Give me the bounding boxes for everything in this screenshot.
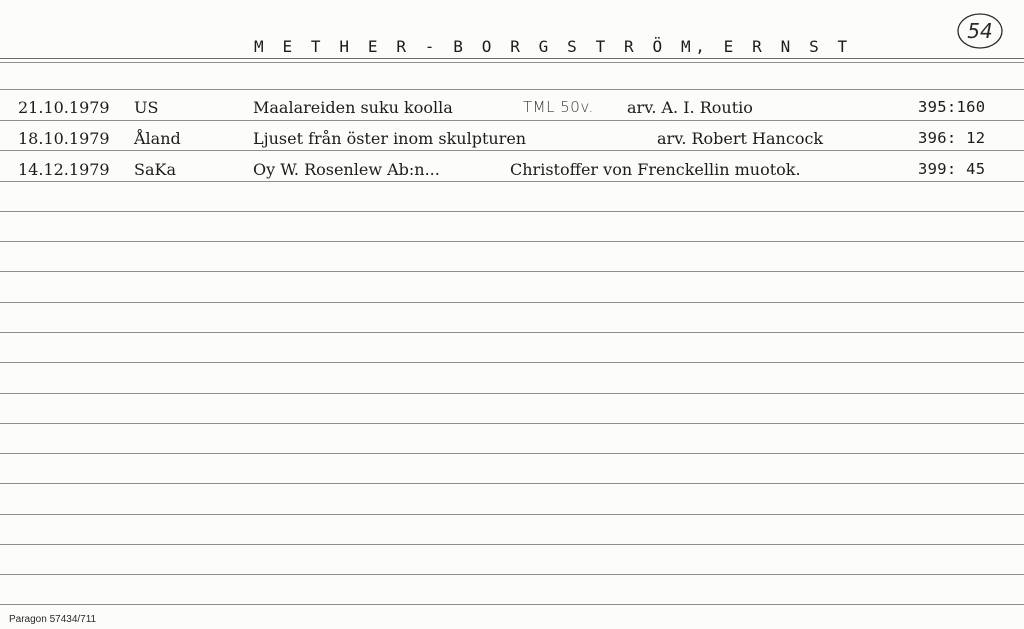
entry-title: Ljuset från öster inom skulpturen <box>253 129 527 148</box>
ruled-line <box>0 332 1024 333</box>
ruled-line <box>0 574 1024 575</box>
ruled-line <box>0 271 1024 272</box>
entry-place: SaKa <box>134 160 176 179</box>
ruled-line <box>0 393 1024 394</box>
entry-title: Oy W. Rosenlew Ab:n... <box>253 160 440 179</box>
ruled-line <box>0 514 1024 515</box>
printer-imprint: Paragon 57434/711 <box>9 614 97 625</box>
ruled-line <box>0 89 1024 90</box>
entry-row <box>0 98 1024 122</box>
entry-place: US <box>134 98 159 117</box>
entry-reference: 396: 12 <box>918 129 986 147</box>
header-rule <box>0 58 1024 59</box>
ruled-line <box>0 483 1024 484</box>
entry-date: 21.10.1979 <box>18 98 110 117</box>
header-rule-2 <box>0 62 1024 63</box>
entry-author: arv. Robert Hancock <box>657 129 824 148</box>
entry-title: Maalareiden suku koolla <box>253 98 453 117</box>
ruled-line <box>0 423 1024 424</box>
ruled-line <box>0 241 1024 242</box>
card-heading: M E T H E R - B O R G S T R Ö M, E R N S T <box>254 37 852 56</box>
entry-date: 18.10.1979 <box>18 129 110 148</box>
entry-date: 14.12.1979 <box>18 160 110 179</box>
entry-reference: 395:160 <box>918 98 986 116</box>
ruled-line <box>0 181 1024 182</box>
ruled-line <box>0 120 1024 121</box>
ruled-line <box>0 362 1024 363</box>
ruled-line <box>0 544 1024 545</box>
ruled-line <box>0 211 1024 212</box>
ruled-line <box>0 604 1024 605</box>
entry-handwritten-note: TML 50v. <box>523 98 594 116</box>
ruled-line <box>0 302 1024 303</box>
card-number-stamp <box>955 11 1005 51</box>
entry-author: arv. A. I. Routio <box>627 98 753 117</box>
entry-reference: 399: 45 <box>918 160 986 178</box>
entry-place: Åland <box>134 129 181 148</box>
ruled-line <box>0 453 1024 454</box>
card-number: 54 <box>967 19 993 43</box>
ruled-line <box>0 150 1024 151</box>
entry-author: Christoffer von Frenckellin muotok. <box>510 160 801 179</box>
